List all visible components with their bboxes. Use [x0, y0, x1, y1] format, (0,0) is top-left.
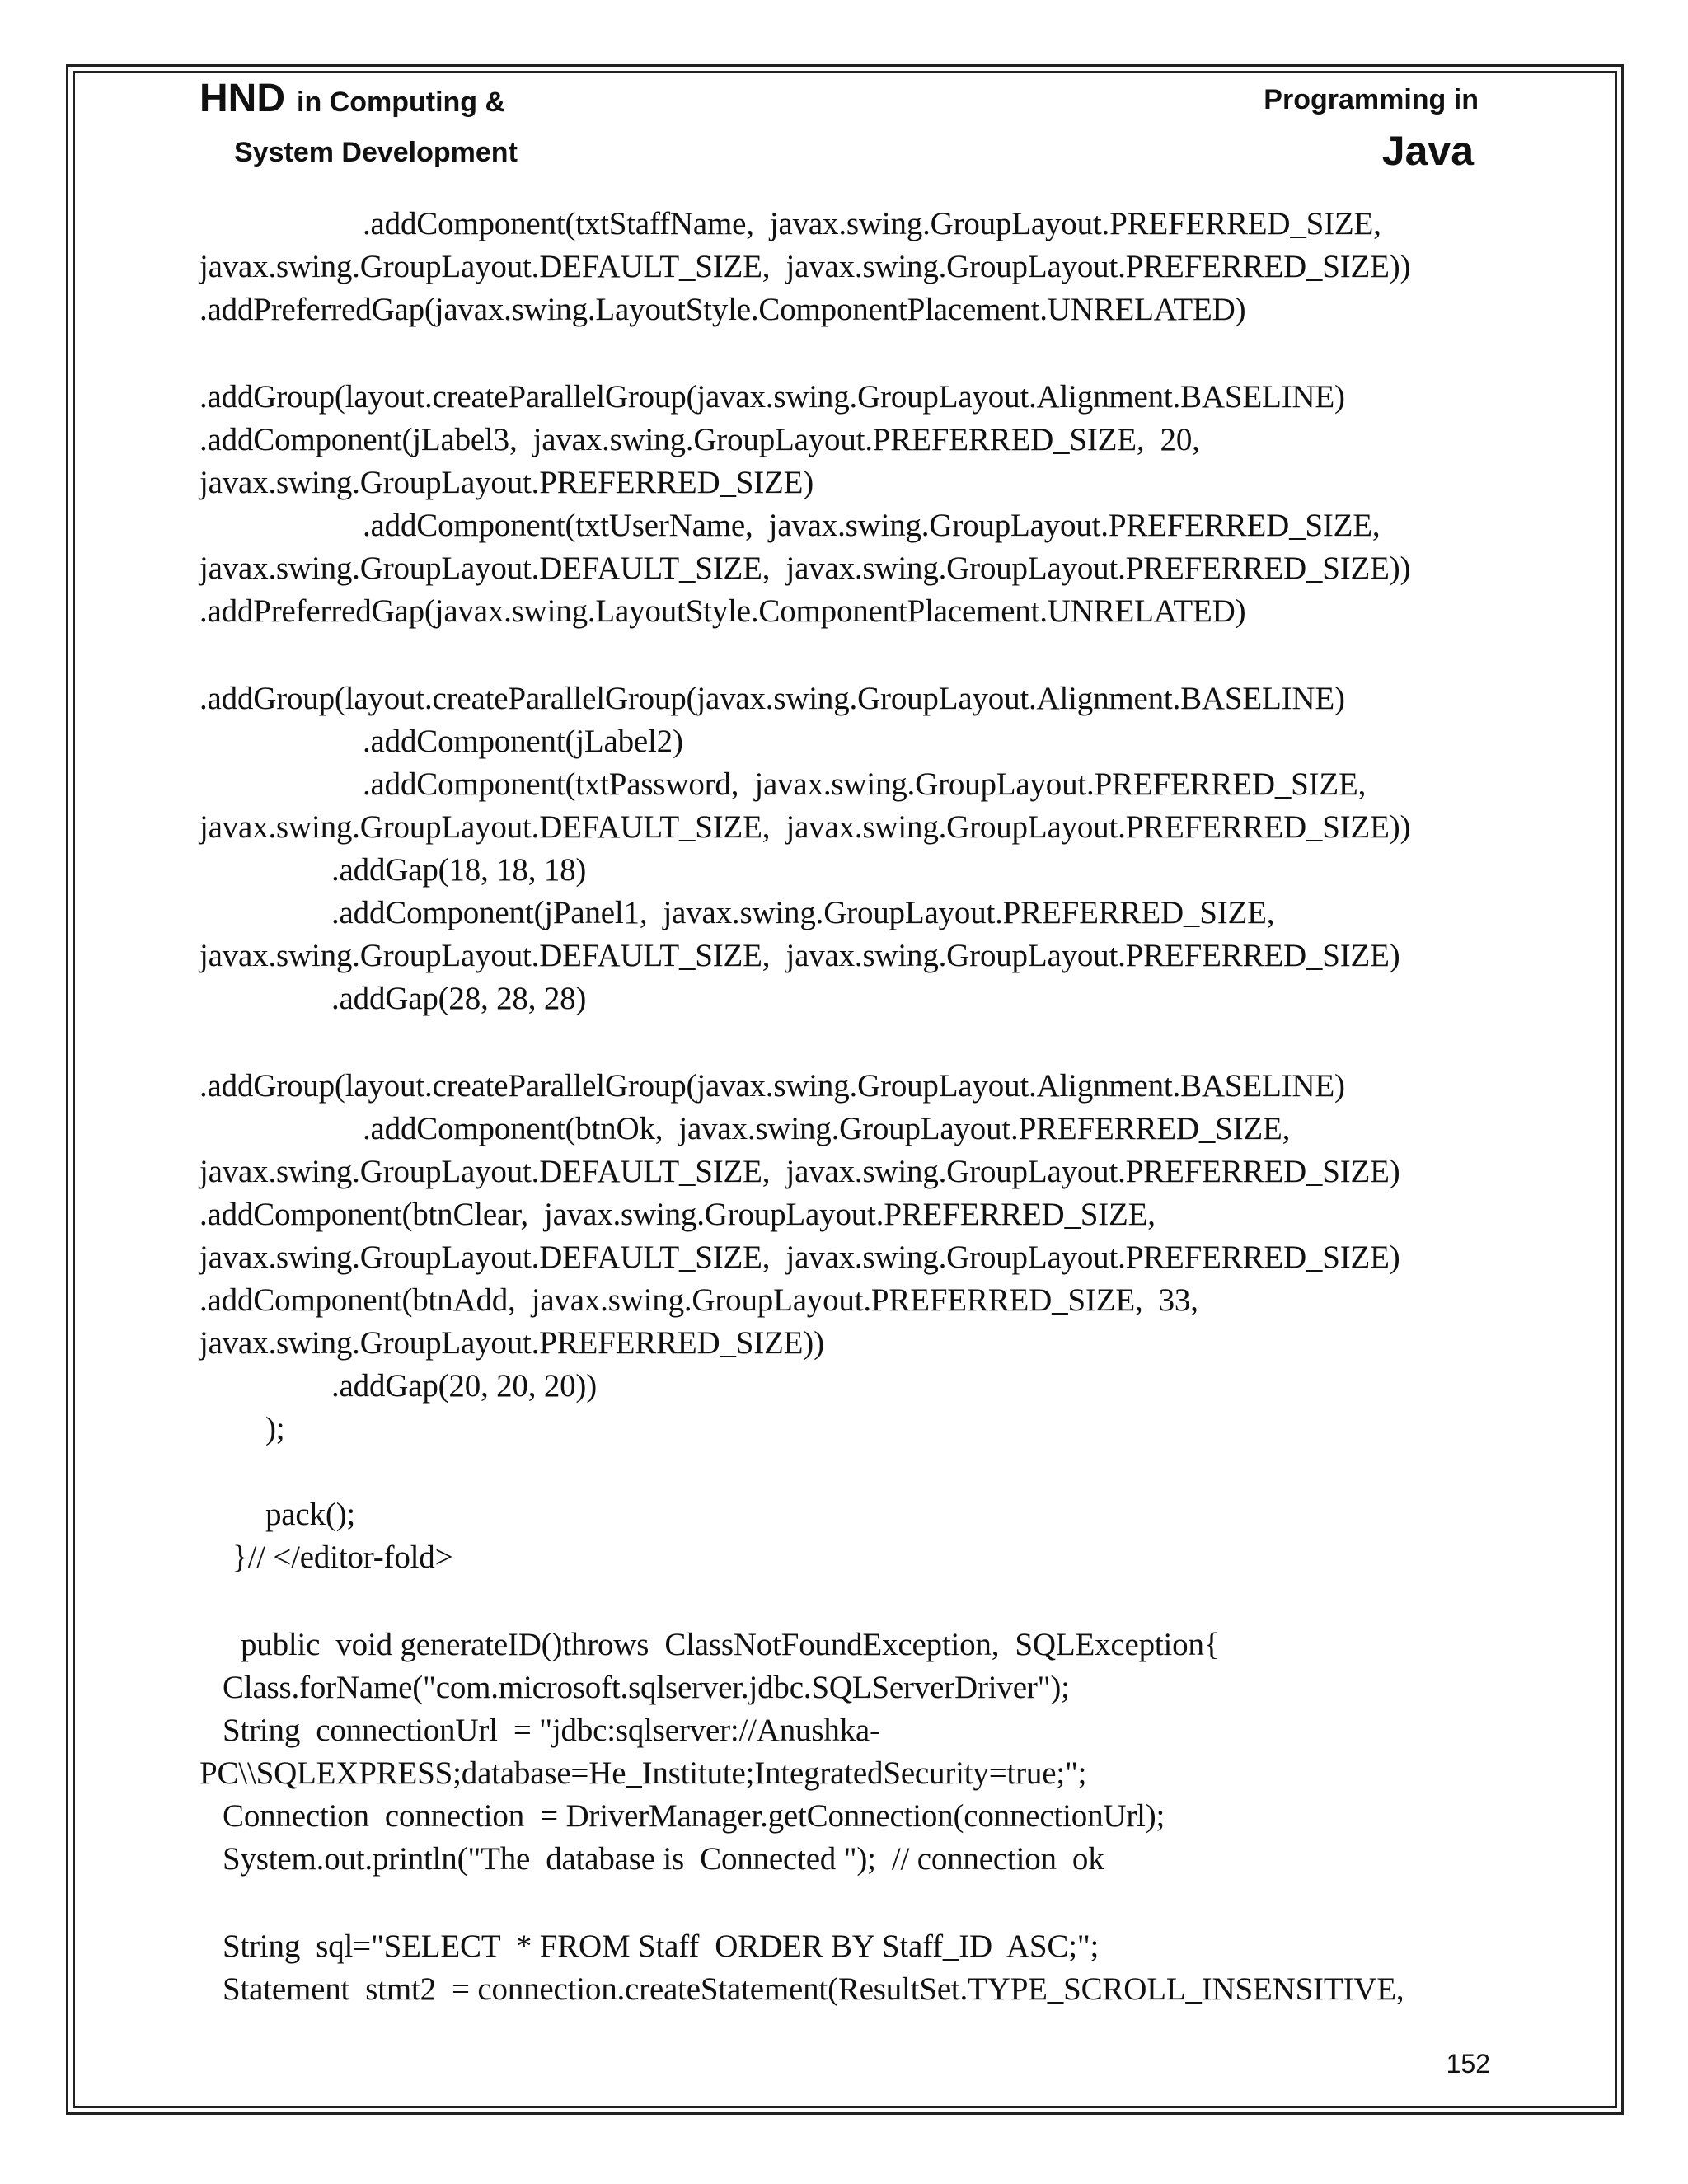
code-line: .addGap(18, 18, 18) [331, 852, 587, 888]
code-line: PC\\SQLEXPRESS;database=He_Institute;IntegratedSecurity=true;"; [199, 1755, 1087, 1791]
code-line: .addComponent(txtStaffName, javax.swing.GroupLayout.PREFERRED_SIZE, [363, 206, 1381, 241]
header-course-rest: in Computing & [297, 87, 506, 118]
code-line: javax.swing.GroupLayout.DEFAULT_SIZE, javax.swing.GroupLayout.PREFERRED_SIZE) [199, 1240, 1400, 1275]
code-line: .addGroup(layout.createParallelGroup(javax.swing.GroupLayout.Alignment.BASELINE) [199, 379, 1345, 415]
code-line: javax.swing.GroupLayout.DEFAULT_SIZE, javax.swing.GroupLayout.PREFERRED_SIZE) [199, 1154, 1400, 1189]
code-line: .addPreferredGap(javax.swing.LayoutStyle.ComponentPlacement.UNRELATED) [199, 292, 1246, 327]
code-line: .addComponent(jPanel1, javax.swing.GroupLayout.PREFERRED_SIZE, [331, 895, 1275, 930]
code-line: String sql="SELECT * FROM Staff ORDER BY Staff_ID ASC;"; [223, 1929, 1100, 1964]
code-line: .addGroup(layout.createParallelGroup(javax.swing.GroupLayout.Alignment.BASELINE) [199, 1068, 1345, 1104]
header-hnd: HND [199, 77, 285, 120]
code-line: .addGap(28, 28, 28) [331, 981, 587, 1016]
code-line: .addComponent(btnAdd, javax.swing.GroupLayout.PREFERRED_SIZE, 33, [199, 1282, 1198, 1318]
header-course-subtitle: System Development [234, 137, 518, 168]
code-line: .addComponent(txtPassword, javax.swing.GroupLayout.PREFERRED_SIZE, [363, 766, 1367, 802]
code-line: .addGap(20, 20, 20)) [331, 1368, 597, 1404]
code-line: .addComponent(btnClear, javax.swing.GroupLayout.PREFERRED_SIZE, [199, 1197, 1156, 1232]
code-line: javax.swing.GroupLayout.DEFAULT_SIZE, javax.swing.GroupLayout.PREFERRED_SIZE) [199, 938, 1400, 973]
code-line: }// </editor-fold> [232, 1540, 453, 1575]
code-line: ); [265, 1411, 285, 1446]
code-line: .addPreferredGap(javax.swing.LayoutStyle.ComponentPlacement.UNRELATED) [199, 593, 1246, 629]
code-line: String connectionUrl = "jdbc:sqlserver://Anushka- [223, 1713, 880, 1748]
code-line: javax.swing.GroupLayout.PREFERRED_SIZE) [199, 465, 814, 500]
code-line: public void generateID()throws ClassNotFoundException, SQLException{ [241, 1627, 1220, 1662]
code-line: Statement stmt2 = connection.createStatement(ResultSet.TYPE_SCROLL_INSENSITIVE, [223, 1971, 1404, 2007]
code-line: System.out.println("The database is Connected "); // connection ok [223, 1841, 1104, 1877]
code-line: javax.swing.GroupLayout.PREFERRED_SIZE)) [199, 1325, 824, 1361]
code-line: .addGroup(layout.createParallelGroup(javax.swing.GroupLayout.Alignment.BASELINE) [199, 681, 1345, 716]
code-line: Connection connection = DriverManager.getConnection(connectionUrl); [223, 1798, 1165, 1834]
header-course-title [199, 76, 505, 121]
code-line: .addComponent(jLabel3, javax.swing.GroupLayout.PREFERRED_SIZE, 20, [199, 422, 1200, 457]
page-number: 152 [1446, 2049, 1490, 2079]
code-line: javax.swing.GroupLayout.DEFAULT_SIZE, javax.swing.GroupLayout.PREFERRED_SIZE)) [199, 249, 1411, 284]
header-subject-java: Java [1381, 128, 1474, 174]
code-line: javax.swing.GroupLayout.DEFAULT_SIZE, javax.swing.GroupLayout.PREFERRED_SIZE)) [199, 551, 1411, 586]
code-line: javax.swing.GroupLayout.DEFAULT_SIZE, javax.swing.GroupLayout.PREFERRED_SIZE)) [199, 809, 1411, 845]
code-line: pack(); [265, 1497, 356, 1532]
code-line: .addComponent(txtUserName, javax.swing.GroupLayout.PREFERRED_SIZE, [363, 508, 1381, 543]
code-line: .addComponent(btnOk, javax.swing.GroupLayout.PREFERRED_SIZE, [363, 1111, 1291, 1146]
header-subject-title: Programming in [1264, 84, 1479, 115]
code-line: .addComponent(jLabel2) [363, 724, 683, 759]
code-line: Class.forName("com.microsoft.sqlserver.jdbc.SQLServerDriver"); [223, 1670, 1070, 1705]
